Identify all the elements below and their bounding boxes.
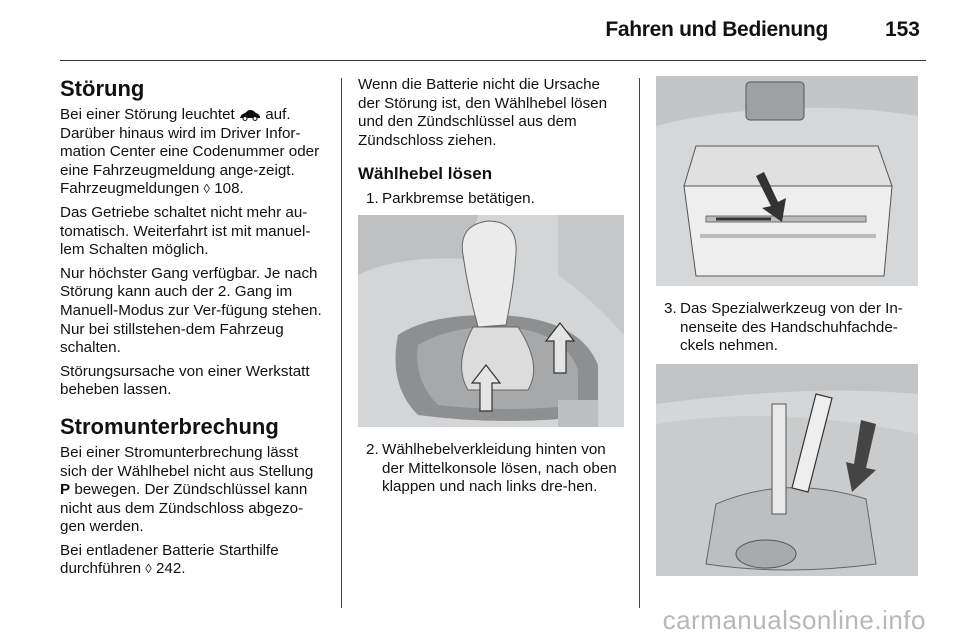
column-1 [60,76,326,584]
gear-position-p: P [60,481,71,499]
paragraph: Bei einer Störung leuchtet auf. Darüber hinaus wird im Driver Infor-mation Center eine Codenummer oder eine Fahrzeugmeldung ange-zeigt. Fahrzeugmeldungen ◊ 108. [60,106,320,198]
step-3: 3. Das Spezialwerkzeug von der In-nenseite des Handschuhfachde-ckels nehmen. [664,300,903,355]
paragraph: Nur höchster Gang verfügbar. Je nach Störung kann auch der 2. Gang im Manuell-Modus zur Ver-fügung stehen. Nur bei stillstehen-dem Fahrzeug schalten. [60,264,322,357]
illustration-glovebox [656,76,918,286]
column-3 [656,76,926,576]
paragraph: Bei entladener Batterie Starthilfe durchführen ◊ 242. [60,541,279,578]
subheading-waehlhebel-loesen: Wählhebel lösen [358,164,493,184]
step-2: 2. Wählhebelverkleidung hinten von der Mittelkonsole lösen, nach oben klappen und nach links dre-hen. [366,440,617,496]
paragraph: Das Getriebe schaltet nicht mehr au-tomatisch. Weiterfahrt ist mit manuel-lem Schalten möglich. [60,203,311,259]
step-1: 1. Parkbremse betätigen. [366,190,535,208]
page-ref-icon: ◊ [145,561,152,577]
paragraph: Bei einer Stromunterbrechung lässt sich der Wählhebel nicht aus Stellung P bewegen. Der Zündschlüssel kann nicht aus dem Zündschloss abgezo-gen werden. [60,443,314,536]
watermark: carmanualsonline.info [662,605,926,635]
header-title: Fahren und Bedienung [605,18,828,41]
paragraph: Störungsursache von einer Werkstatt beheben lassen. [60,362,310,399]
section-heading-stromunterbrechung: Stromunterbrechung [60,413,279,439]
illustration-special-tool [656,364,918,576]
page-ref-icon: ◊ [203,181,210,197]
page-number: 153 [884,18,920,41]
page-header [60,0,926,61]
illustration-gear-selector [358,215,624,427]
car-fault-icon [239,109,261,121]
column-2 [358,76,624,497]
paragraph: Wenn die Batterie nicht die Ursache der Störung ist, den Wählhebel lösen und den Zündschlüssel aus dem Zündschloss ziehen. [358,76,608,149]
column-divider [639,78,640,608]
column-divider [341,78,342,608]
section-heading-stoerung: Störung [60,76,145,101]
